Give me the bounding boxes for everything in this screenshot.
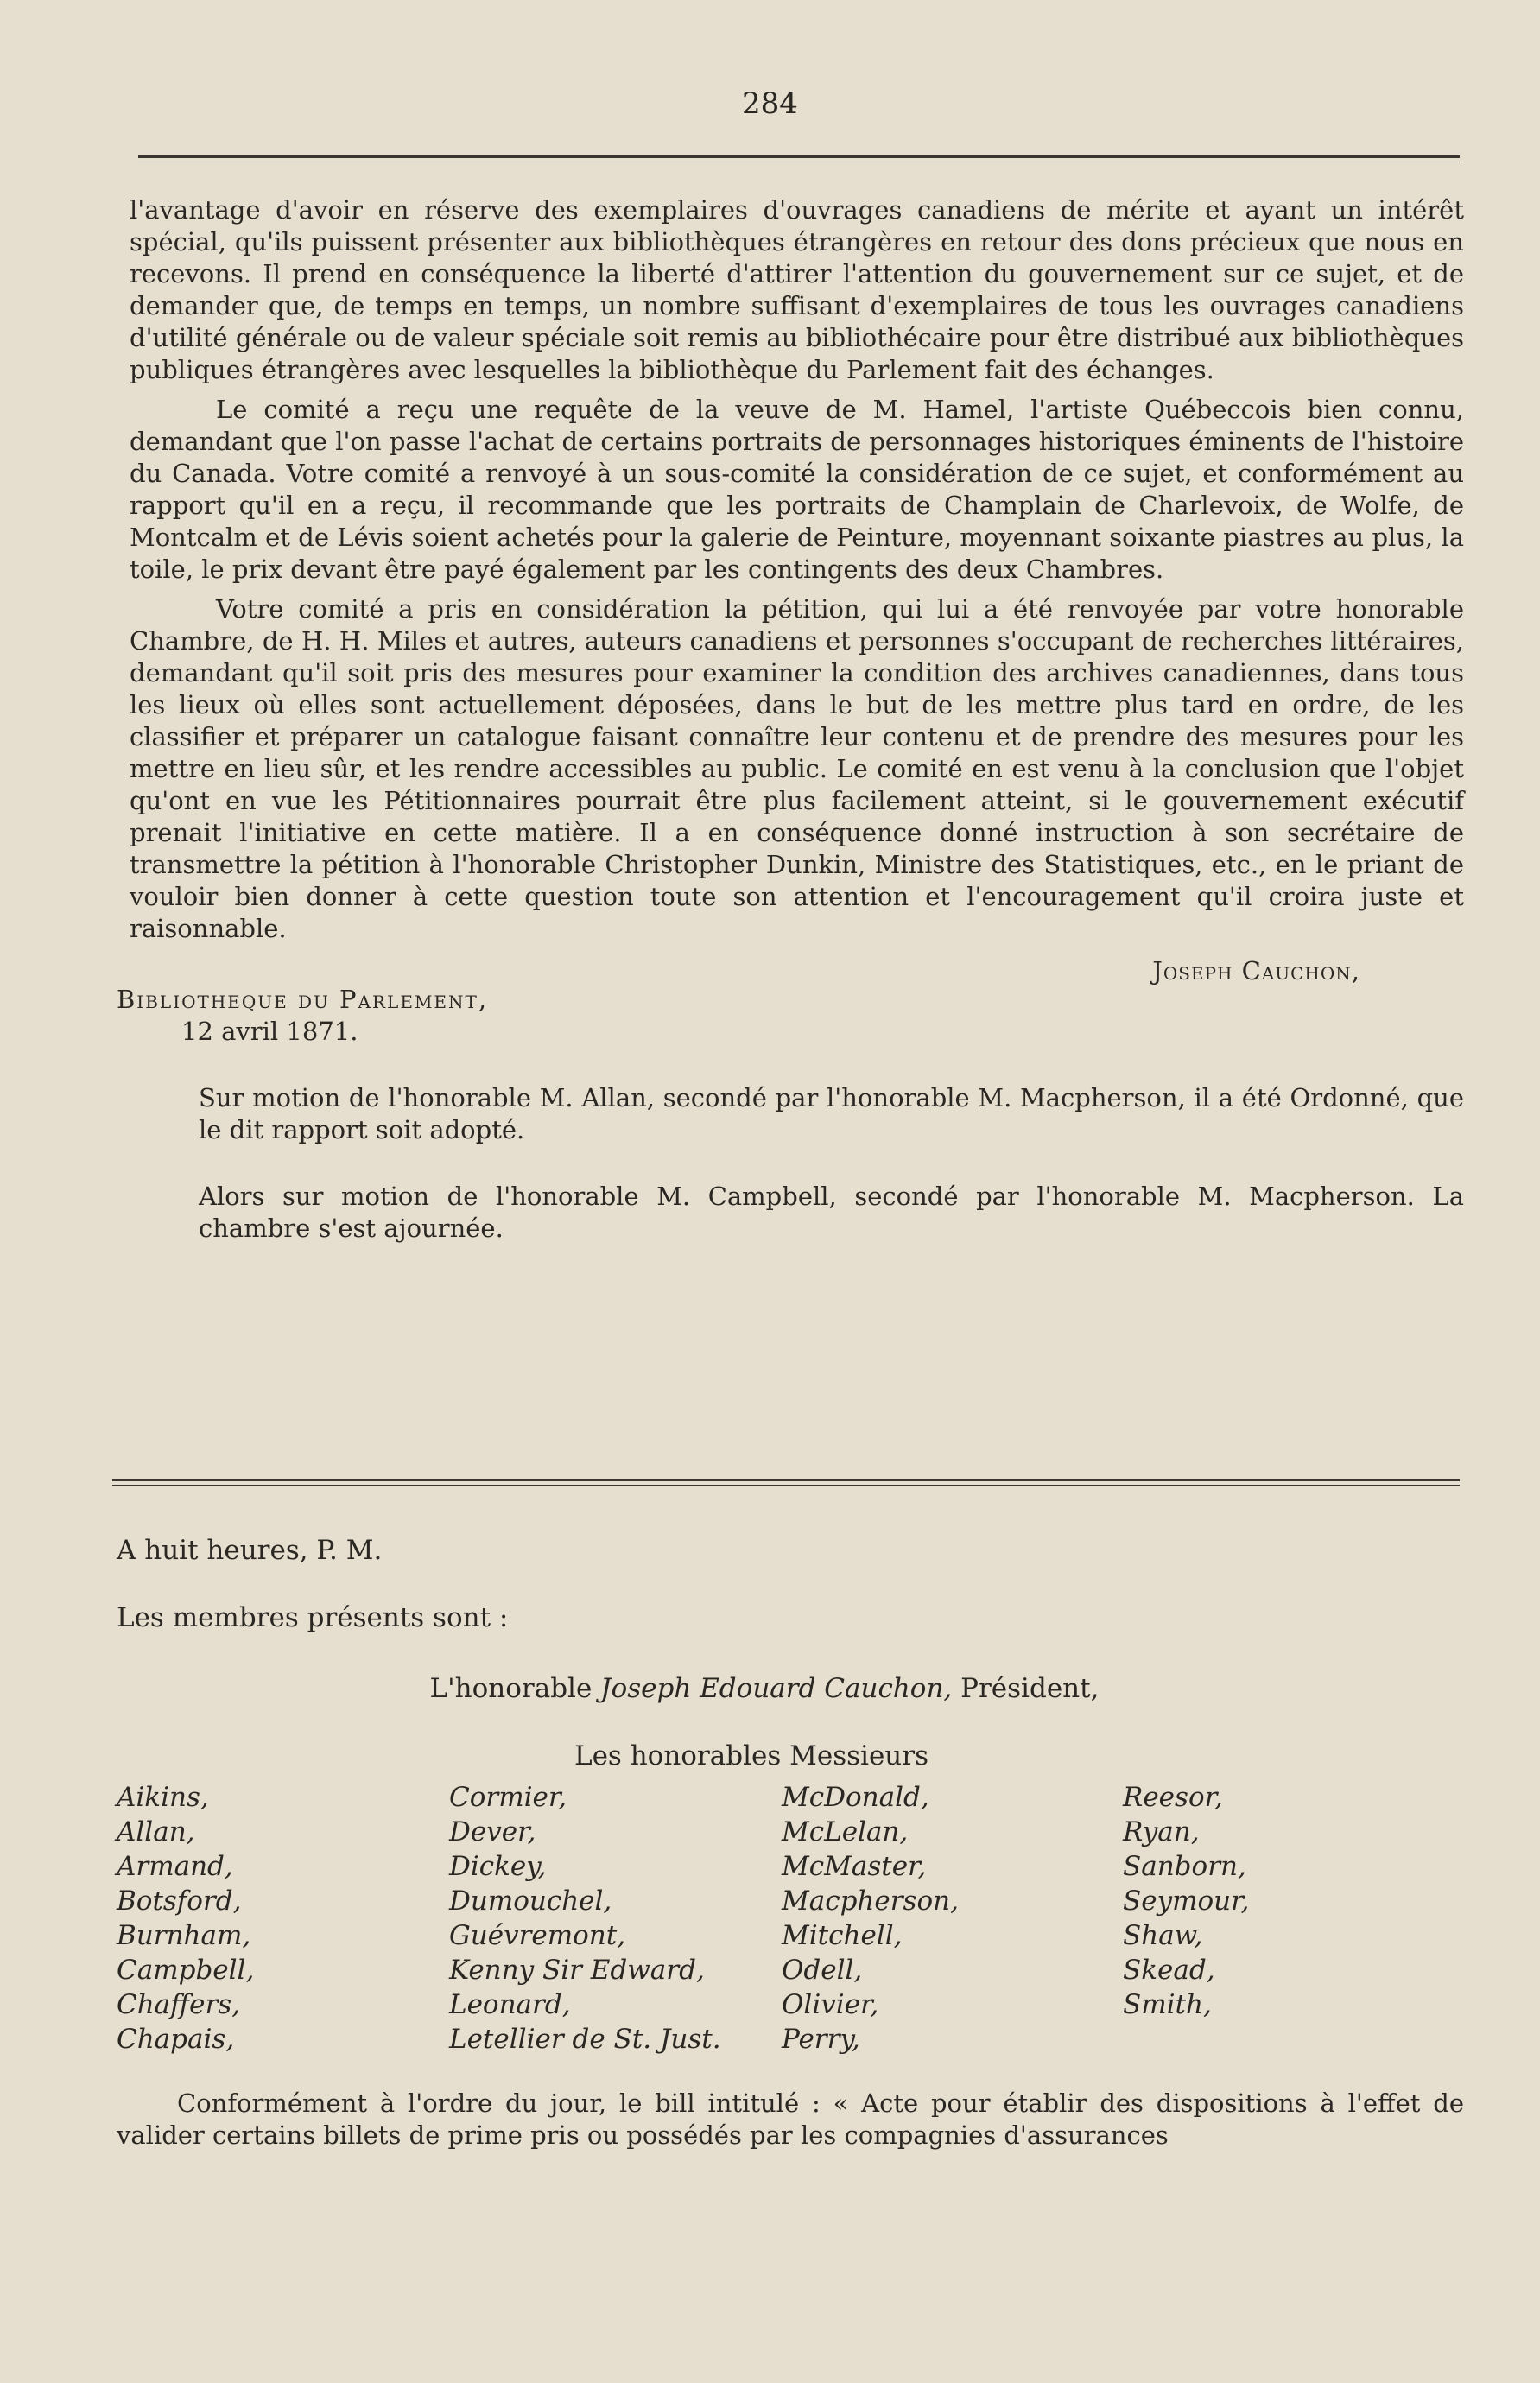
member-name: Armand, bbox=[117, 1851, 233, 1882]
time-heading: A huit heures, P. M. bbox=[117, 1535, 383, 1566]
place-line: Bibliotheque du Parlement, bbox=[117, 985, 489, 1014]
member-name: Olivier, bbox=[782, 1989, 879, 2020]
present-line: Les membres présents sont : bbox=[117, 1602, 509, 1633]
evening-session bbox=[117, 1533, 1464, 2152]
paragraph-portraits: Le comité a reçu une requête de la veuve de M. Hamel, l'artiste Québeccois bien connu, demandant que l'on passe l'achat de certains portraits de personnages historiques éminents de l'histoire du Canada. Votre comité a renvoyé à un sous-comité la considération de ce sujet, et conformément au rapport qu'il en a reçu, il recommande que les portraits de Champlain de Charlevoix, de Wolfe, de Montcalm et de Lévis soient achetés pour la galerie de Peinture, moyennant soixante piastres au plus, la toile, le prix devant être payé également par les contingents des deux Chambres. bbox=[130, 395, 1464, 584]
president-name: Joseph Edouard Cauchon, bbox=[600, 1673, 953, 1704]
member-name: Kenny Sir Edward, bbox=[449, 1955, 705, 1986]
header-rule bbox=[138, 155, 1460, 162]
section-rule bbox=[112, 1479, 1460, 1486]
president-title: Président, bbox=[960, 1673, 1100, 1704]
member-name: Smith, bbox=[1123, 1989, 1212, 2020]
member-name: Dickey, bbox=[449, 1851, 547, 1882]
member-name: Cormier, bbox=[449, 1782, 567, 1813]
member-name: McMaster, bbox=[782, 1851, 927, 1882]
order-of-day-paragraph bbox=[117, 2088, 1464, 2152]
president-line bbox=[117, 1671, 1464, 1706]
member-name: Ryan, bbox=[1123, 1816, 1200, 1847]
member-name: Reesor, bbox=[1123, 1782, 1223, 1813]
member-name: McLelan, bbox=[782, 1816, 909, 1847]
member-name: Guévremont, bbox=[449, 1920, 626, 1951]
member-name: Macpherson, bbox=[782, 1885, 959, 1917]
member-name: Seymour, bbox=[1123, 1885, 1250, 1917]
members-column-4 bbox=[1114, 1780, 1391, 2057]
paragraph-exemplaires: l'avantage d'avoir en réserve des exemplaires d'ouvrages canadiens de mérite et ayant un intérêt spécial, qu'ils puissent présenter aux bibliothèques étrangères en retour des dons précieux que nous en recevons. Il prend en conséquence la liberté d'attirer l'attention du gouvernement sur ce sujet, et de demander que, de temps en temps, un nombre suffisant d'exemplaires de tous les ouvrages canadiens d'utilité générale ou de valeur spéciale soit remis au bibliothécaire pour être distribué aux bibliothèques publiques étrangères avec lesquelles la bibliothèque du Parlement fait des échanges. bbox=[130, 195, 1464, 384]
president-prefix: L'honorable bbox=[429, 1673, 593, 1704]
member-name: Sanborn, bbox=[1123, 1851, 1246, 1882]
report-body bbox=[117, 194, 1464, 1279]
members-column-2 bbox=[449, 1780, 782, 2057]
members-column-3 bbox=[782, 1780, 1114, 2057]
member-name: Aikins, bbox=[117, 1782, 209, 1813]
order-of-day-text: Conformément à l'ordre du jour, le bill intitulé : « Acte pour établir des dispositions à l'effet de valider certains billets de prime pris ou possédés par les compagnies d'assurances bbox=[117, 2088, 1464, 2150]
members-list bbox=[117, 1780, 1464, 2057]
member-name: Leonard, bbox=[449, 1989, 571, 2020]
motion-adopt: Sur motion de l'honorable M. Allan, secondé par l'honorable M. Macpherson, il a été Ordonné, que le dit rapport soit adopté. bbox=[199, 1083, 1464, 1144]
date-line: 12 avril 1871. bbox=[181, 1017, 358, 1046]
member-name: Odell, bbox=[782, 1955, 863, 1986]
member-name: Mitchell, bbox=[782, 1920, 903, 1951]
member-name: Dever, bbox=[449, 1816, 536, 1847]
member-name: Dumouchel, bbox=[449, 1885, 612, 1917]
member-name: Allan, bbox=[117, 1816, 195, 1847]
page-number: 284 bbox=[742, 86, 798, 121]
member-name: McDonald, bbox=[782, 1782, 929, 1813]
member-name: Botsford, bbox=[117, 1885, 242, 1917]
member-name: Chaffers, bbox=[117, 1989, 241, 2020]
member-name: Letellier de St. Just. bbox=[449, 2024, 721, 2055]
paragraph-archives: Votre comité a pris en considération la pétition, qui lui a été renvoyée par votre honorable Chambre, de H. H. Miles et autres, auteurs canadiens et personnes s'occupant de recherches littéraires, demandant qu'il soit pris des mesures pour examiner la condition des archives canadiennes, dans tous les lieux où elles sont actuellement déposées, dans le but de les mettre plus tard en ordre, de les classifier et préparer un catalogue faisant connaître leur contenu et de prendre des mesures pour les mettre en lieu sûr, et les rendre accessibles au public. Le comité en est venu à la conclusion que l'objet qu'ont en vue les Pétitionnaires pourrait être plus facilement atteint, si le gouvernement exécutif prenait l'initiative en cette matière. Il a en conséquence donné instruction à son secrétaire de transmettre la pétition à l'honorable Christopher Dunkin, Ministre des Statistiques, etc., en le priant de vouloir bien donner à cette question toute son attention et l'encouragement qu'il croira juste et raisonnable. bbox=[130, 594, 1464, 943]
member-name: Burnham, bbox=[117, 1920, 251, 1951]
member-name: Campbell, bbox=[117, 1955, 255, 1986]
member-name: Skead, bbox=[1123, 1955, 1215, 1986]
member-name: Shaw, bbox=[1123, 1920, 1203, 1951]
messieurs-line: Les honorables Messieurs bbox=[574, 1740, 928, 1771]
member-name: Chapais, bbox=[117, 2024, 235, 2055]
motion-adjourn: Alors sur motion de l'honorable M. Campbell, secondé par l'honorable M. Macpherson. La chambre s'est ajournée. bbox=[199, 1182, 1464, 1243]
members-column-1 bbox=[117, 1780, 449, 2057]
signature: Joseph Cauchon, bbox=[1152, 956, 1360, 986]
member-name: Perry, bbox=[782, 2024, 860, 2055]
